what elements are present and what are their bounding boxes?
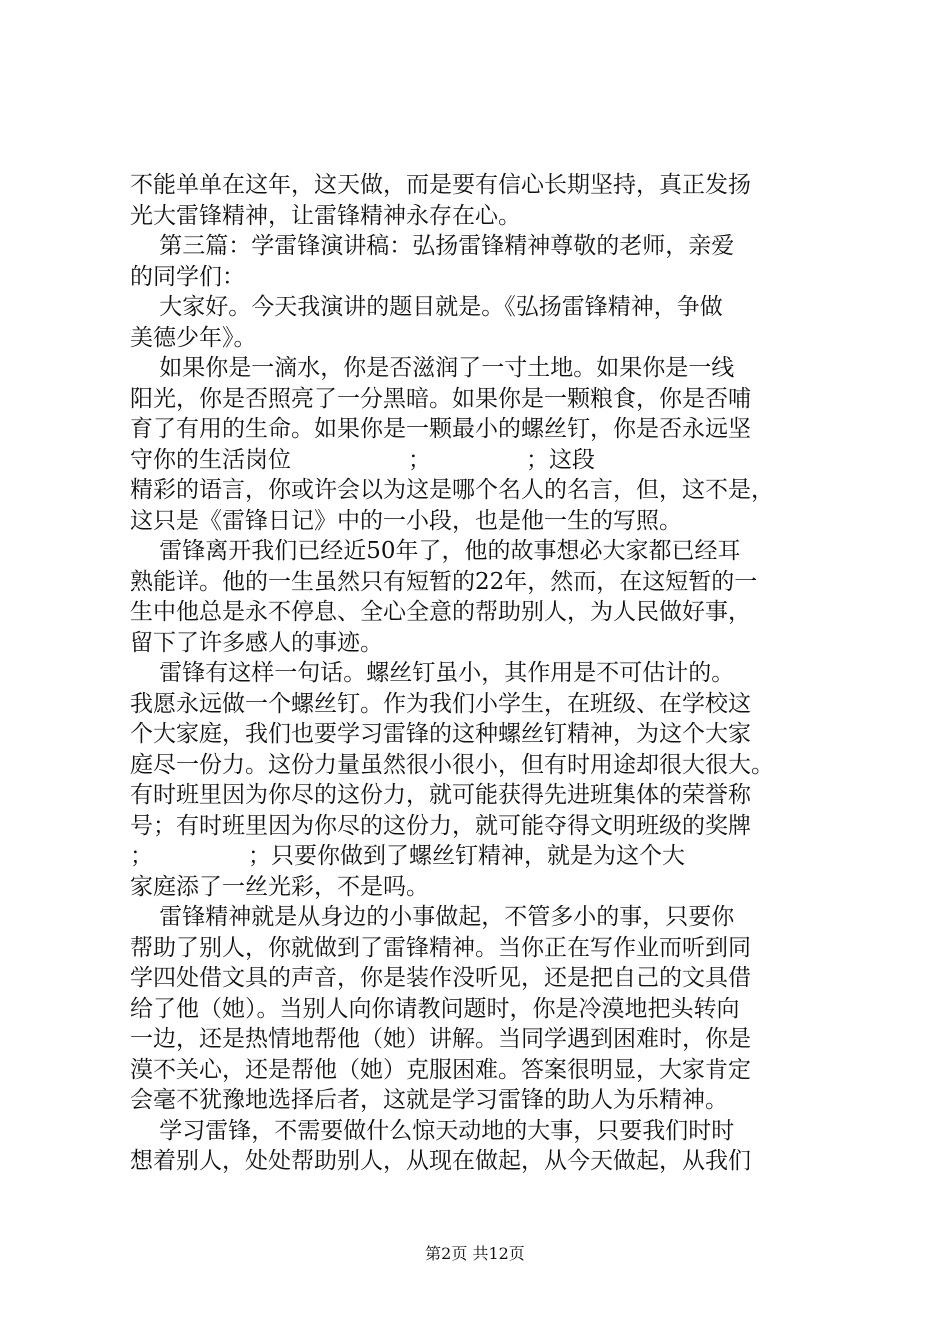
text-line: 庭尽一份力。这份力量虽然很小很小，但有时用途却很大很大。 [130,751,774,778]
text-line: 生中他总是永不停息、全心全意的帮助别人，为人民做好事， [130,599,751,625]
text-line: 有时班里因为你尽的这份力，就可能获得先进班集体的荣誉称 [130,782,751,808]
text-line: 留下了许多感人的事迹。 [130,629,383,656]
text-line: 如果你是一滴水，你是否滋润了一寸土地。如果你是一线 [130,355,735,381]
text-line: 阳光，你是否照亮了一分黑暗。如果你是一颗粮食，你是否哺 [130,385,751,412]
text-line: 想着别人，处处帮助别人，从现在做起，从今天做起，从我们 [130,1148,751,1174]
text-line: 熟能详。他的一生虽然只有短暂的22年，然而，在这短暂的一 [130,568,758,595]
text-line: 学习雷锋，不需要做什么惊天动地的大事，只要我们时时 [130,1117,735,1144]
text-line: 守你的生活岗位 ； ；这段 [130,446,596,473]
text-line: 的同学们： [130,263,245,290]
text-line: 光大雷锋精神，让雷锋精神永存在心。 [130,202,521,229]
text-line: 大家好。今天我演讲的题目就是。《弘扬雷锋精神，争做 [130,294,723,320]
text-line: 学四处借文具的声音，你是装作没听见，还是把自己的文具借 [130,965,751,991]
document-body [130,170,830,1177]
text-line: 号；有时班里因为你尽的这份力，就可能夺得文明班级的奖牌 [130,812,751,839]
text-line: 雷锋有这样一句话。螺丝钉虽小，其作用是不可估计的。 [130,660,735,686]
text-line: 一边，还是热情地帮他（她）讲解。当同学遇到困难时，你是 [130,1026,751,1052]
text-line: 这只是《雷锋日记》中的一小段，也是他一生的写照。 [130,507,682,534]
page-number-footer: 第2页 共12页 [425,1244,525,1263]
text-line: 给了他（她）。当别人向你请教问题时，你是冷漠地把头转向 [130,995,740,1022]
text-line: 我愿永远做一个螺丝钉。作为我们小学生，在班级、在学校这 [130,690,751,717]
text-line: 家庭添了一丝光彩，不是吗。 [130,873,429,900]
text-line: 第三篇：学雷锋演讲稿：弘扬雷锋精神尊敬的老师，亲爱 [130,233,735,259]
text-line: 美德少年》。 [130,324,257,351]
text-line: ； ；只要你做到了螺丝钉精神，就是为这个大 [130,843,686,869]
text-line: 漠不关心，还是帮他（她）克服困难。答案很明显，大家肯定 [130,1056,751,1083]
text-line: 雷锋精神就是从身边的小事做起，不管多小的事，只要你 [130,904,735,930]
text-line: 不能单单在这年，这天做，而是要有信心长期坚持，真正发扬 [130,172,751,198]
text-line: 育了有用的生命。如果你是一颗最小的螺丝钉，你是否永远坚 [130,416,751,442]
text-line: 精彩的语言，你或许会以为这是哪个名人的名言，但，这不是， [130,477,774,503]
text-line: 个大家庭，我们也要学习雷锋的这种螺丝钉精神，为这个大家 [130,721,751,747]
text-line: 会毫不犹豫地选择后者，这就是学习雷锋的助人为乐精神。 [130,1087,728,1113]
text-line: 帮助了别人，你就做到了雷锋精神。当你正在写作业而听到同 [130,934,751,961]
text-line: 雷锋离开我们已经近50年了，他的故事想必大家都已经耳 [130,538,741,564]
